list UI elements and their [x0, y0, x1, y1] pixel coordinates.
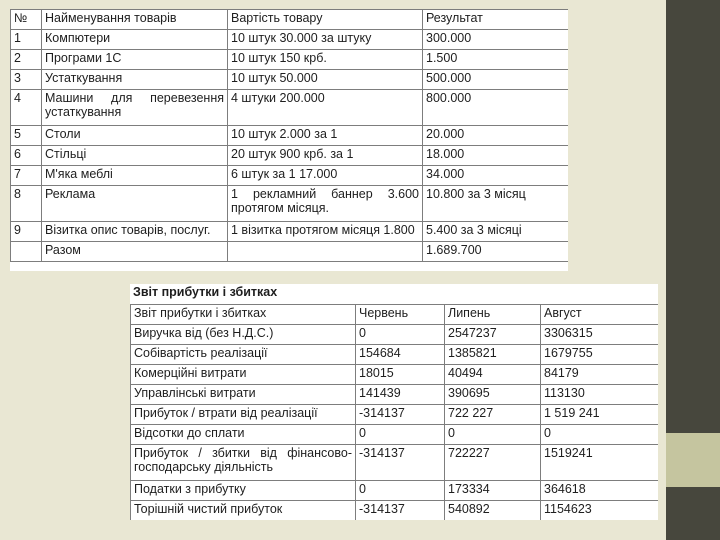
row-number — [11, 242, 42, 262]
profit-loss-sheet — [130, 284, 658, 520]
item-name: Устаткування — [42, 70, 228, 90]
item-cost: 1 візитка протягом місяця 1.800 — [228, 222, 423, 242]
june-value: 0 — [356, 481, 445, 501]
table-row — [131, 345, 659, 365]
row-label: Комерційні витрати — [131, 365, 356, 385]
item-cost: 10 штук 50.000 — [228, 70, 423, 90]
row-label: Відсотки до сплати — [131, 425, 356, 445]
item-result: 300.000 — [423, 30, 569, 50]
row-number: 9 — [11, 222, 42, 242]
table-row — [11, 90, 569, 126]
june-value: 0 — [356, 425, 445, 445]
report-title: Звіт прибутки і збитках — [133, 285, 278, 299]
row-label: Торішній чистий прибуток — [131, 501, 356, 521]
item-cost: 1 рекламний баннер 3.600 протягом місяця. — [228, 186, 423, 222]
item-cost: 10 штук 30.000 за штуку — [228, 30, 423, 50]
june-value: -314137 — [356, 405, 445, 425]
goods-cost-sheet — [10, 9, 568, 271]
item-name: Компютери — [42, 30, 228, 50]
row-number: 6 — [11, 146, 42, 166]
august-value: 1154623 — [541, 501, 659, 521]
item-name: Разом — [42, 242, 228, 262]
august-value: 3306315 — [541, 325, 659, 345]
item-result: 20.000 — [423, 126, 569, 146]
header-cell: Звіт прибутки і збитках — [131, 305, 356, 325]
row-label: Виручка від (без Н.Д.С.) — [131, 325, 356, 345]
july-value: 173334 — [445, 481, 541, 501]
header-cell: Результат — [423, 10, 569, 30]
august-value: 1679755 — [541, 345, 659, 365]
august-value: 0 — [541, 425, 659, 445]
table-row — [11, 166, 569, 186]
header-cell: Липень — [445, 305, 541, 325]
item-name: Програми 1С — [42, 50, 228, 70]
row-label: Податки з прибутку — [131, 481, 356, 501]
item-cost: 10 штук 150 крб. — [228, 50, 423, 70]
item-name: Реклама — [42, 186, 228, 222]
header-cell: Вартість товару — [228, 10, 423, 30]
item-cost — [228, 242, 423, 262]
july-value: 2547237 — [445, 325, 541, 345]
goods-cost-table — [10, 9, 568, 262]
table-row — [131, 445, 659, 481]
item-name: Візитка опис товарів, послуг. — [42, 222, 228, 242]
row-number: 7 — [11, 166, 42, 186]
row-label: Прибуток / збитки від фінансово-господарську діяльність — [131, 445, 356, 481]
item-result: 34.000 — [423, 166, 569, 186]
row-number: 2 — [11, 50, 42, 70]
row-label: Собівартість реалізації — [131, 345, 356, 365]
june-value: 141439 — [356, 385, 445, 405]
item-name: Стільці — [42, 146, 228, 166]
june-value: 154684 — [356, 345, 445, 365]
header-cell: Найменування товарів — [42, 10, 228, 30]
item-name: М'яка меблі — [42, 166, 228, 186]
june-value: -314137 — [356, 445, 445, 481]
item-name: Столи — [42, 126, 228, 146]
august-value: 1519241 — [541, 445, 659, 481]
item-result: 1.689.700 — [423, 242, 569, 262]
august-value: 84179 — [541, 365, 659, 385]
august-value: 1 519 241 — [541, 405, 659, 425]
item-cost: 10 штук 2.000 за 1 — [228, 126, 423, 146]
row-number: 1 — [11, 30, 42, 50]
item-cost: 20 штук 900 крб. за 1 — [228, 146, 423, 166]
table-row — [11, 146, 569, 166]
july-value: 722227 — [445, 445, 541, 481]
july-value: 40494 — [445, 365, 541, 385]
total-row — [11, 242, 569, 262]
table-row — [131, 405, 659, 425]
table-row — [11, 186, 569, 222]
table-header-row — [11, 10, 569, 30]
table-row — [11, 126, 569, 146]
table-row — [131, 425, 659, 445]
row-label: Управлінські витрати — [131, 385, 356, 405]
july-value: 0 — [445, 425, 541, 445]
august-value: 113130 — [541, 385, 659, 405]
row-label: Прибуток / втрати від реалізації — [131, 405, 356, 425]
header-cell: Червень — [356, 305, 445, 325]
july-value: 722 227 — [445, 405, 541, 425]
july-value: 1385821 — [445, 345, 541, 365]
item-name: Машини для перевезення устаткування — [42, 90, 228, 126]
table-row — [131, 385, 659, 405]
june-value: 18015 — [356, 365, 445, 385]
june-value: -314137 — [356, 501, 445, 521]
item-cost: 4 штуки 200.000 — [228, 90, 423, 126]
table-row — [11, 70, 569, 90]
item-result: 500.000 — [423, 70, 569, 90]
item-result: 5.400 за 3 місяці — [423, 222, 569, 242]
item-result: 1.500 — [423, 50, 569, 70]
row-number: 4 — [11, 90, 42, 126]
profit-loss-table — [130, 304, 658, 520]
july-value: 390695 — [445, 385, 541, 405]
table-row — [11, 222, 569, 242]
table-row — [131, 501, 659, 521]
header-cell: № — [11, 10, 42, 30]
june-value: 0 — [356, 325, 445, 345]
item-cost: 6 штук за 1 17.000 — [228, 166, 423, 186]
table-row — [131, 365, 659, 385]
table-row — [131, 481, 659, 501]
decorative-side-band — [666, 433, 720, 487]
table-header-row — [131, 305, 659, 325]
item-result: 18.000 — [423, 146, 569, 166]
table-row — [131, 325, 659, 345]
item-result: 800.000 — [423, 90, 569, 126]
row-number: 8 — [11, 186, 42, 222]
item-result: 10.800 за 3 місяц — [423, 186, 569, 222]
july-value: 540892 — [445, 501, 541, 521]
row-number: 5 — [11, 126, 42, 146]
header-cell: Август — [541, 305, 659, 325]
august-value: 364618 — [541, 481, 659, 501]
table-row — [11, 50, 569, 70]
table-row — [11, 30, 569, 50]
row-number: 3 — [11, 70, 42, 90]
